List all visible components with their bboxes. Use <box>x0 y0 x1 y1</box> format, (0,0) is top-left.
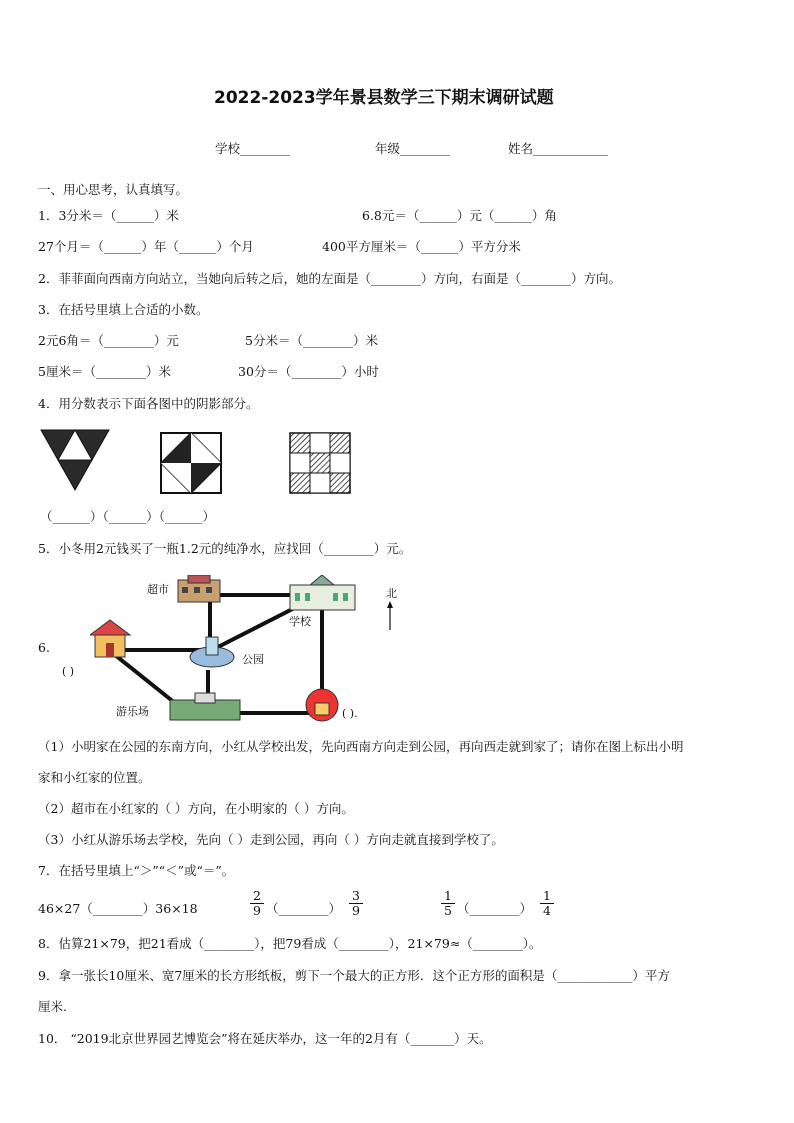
question-8: 8．估算21×79，把21看成（________），把79看成（________），21×79≈（________）。 <box>38 936 542 951</box>
question-3a: 2元6角＝（________）元 <box>38 333 179 348</box>
label-park: 公园 <box>242 653 264 666</box>
question-7: 7．在括号里填上“＞”“＜”或“＝”。 <box>38 863 235 878</box>
fraction-numerator: 2 <box>250 889 264 904</box>
question-6-number: 6. <box>38 640 50 655</box>
blank-right[interactable]: ( ). <box>342 707 358 720</box>
map-diagram <box>90 575 410 725</box>
fraction-1-4 <box>540 889 554 918</box>
question-7a: 46×27（________）36×18 <box>38 901 198 916</box>
fraction-numerator: 1 <box>540 889 554 904</box>
fraction-3-9 <box>349 889 363 918</box>
question-1d: 400平方厘米＝（______）平方分米 <box>322 239 521 254</box>
question-3b: 5分米＝（________）米 <box>245 333 378 348</box>
triangle-figure <box>40 428 110 492</box>
label-playground: 游乐场 <box>116 705 149 718</box>
playground-building <box>170 693 240 720</box>
fraction-2-9 <box>250 889 264 918</box>
label-north: 北 <box>386 587 397 600</box>
question-4: 4．用分数表示下面各图中的阴影部分。 <box>38 396 259 411</box>
fraction-numerator: 3 <box>349 889 363 904</box>
question-2: 2．菲菲面向西南方向站立，当她向后转之后，她的左面是（________）方向，右面是（________）方向。 <box>38 271 621 286</box>
house-left <box>90 620 130 657</box>
question-10: 10． “2019北京世界园艺博览会”将在延庆举办，这一年的2月有（_______）天。 <box>38 1031 492 1046</box>
fraction-denominator: 9 <box>253 903 261 918</box>
name-field[interactable]: 姓名____________ <box>508 141 609 156</box>
question-1a: 1．3分米＝（______）米 <box>38 208 179 223</box>
section-heading: 一、用心思考，认真填写。 <box>38 182 189 197</box>
question-1c: 27个月＝（______）年（______）个月 <box>38 239 254 254</box>
blank-left[interactable]: ( ) <box>62 665 75 678</box>
fraction-denominator: 4 <box>543 903 551 918</box>
grid-figure <box>289 432 351 494</box>
diamond-square-figure <box>160 432 222 494</box>
question-1b: 6.8元＝（______）元（______）角 <box>362 208 557 223</box>
question-7b-blank[interactable]: （________） <box>266 901 342 916</box>
question-3: 3．在括号里填上合适的小数。 <box>38 302 209 317</box>
question-7c-blank[interactable]: （________） <box>457 901 533 916</box>
fraction-denominator: 5 <box>444 903 452 918</box>
question-5: 5．小冬用2元钱买了一瓶1.2元的纯净水，应找回（________）元。 <box>38 541 412 556</box>
school-field[interactable]: 学校________ <box>215 141 291 156</box>
question-6-1: （1）小明家在公园的东南方向，小红从学校出发，先向西南方向走到公园，再向西走就到家了；请你在图上标出小明 <box>38 739 684 754</box>
question-6-1b: 家和小红家的位置。 <box>38 770 151 785</box>
fraction-denominator: 9 <box>352 903 360 918</box>
page-title: 2022-2023学年景县数学三下期末调研试题 <box>214 88 554 108</box>
fraction-1-5 <box>441 889 455 918</box>
question-9b: 厘米. <box>38 999 67 1014</box>
question-6-2: （2）超市在小红家的（ ）方向，在小明家的（ ）方向。 <box>38 801 354 816</box>
question-3d: 30分＝（________）小时 <box>238 364 379 379</box>
question-4-answers: （______）（______）（______） <box>40 509 216 524</box>
question-9a: 9．拿一张长10厘米、宽7厘米的长方形纸板，剪下一个最大的正方形．这个正方形的面积是（____________）平方 <box>38 968 670 983</box>
question-3c: 5厘米＝（________）米 <box>38 364 171 379</box>
school-building <box>290 575 355 610</box>
fraction-numerator: 1 <box>441 889 455 904</box>
supermarket-building <box>178 575 220 602</box>
label-school: 学校 <box>289 615 311 628</box>
house-right <box>306 689 338 721</box>
grade-field[interactable]: 年级________ <box>375 141 451 156</box>
label-supermarket: 超市 <box>147 583 169 596</box>
question-6-3: （3）小红从游乐场去学校，先向（ ）走到公园，再向（ ）方向走就直接到学校了。 <box>38 832 504 847</box>
